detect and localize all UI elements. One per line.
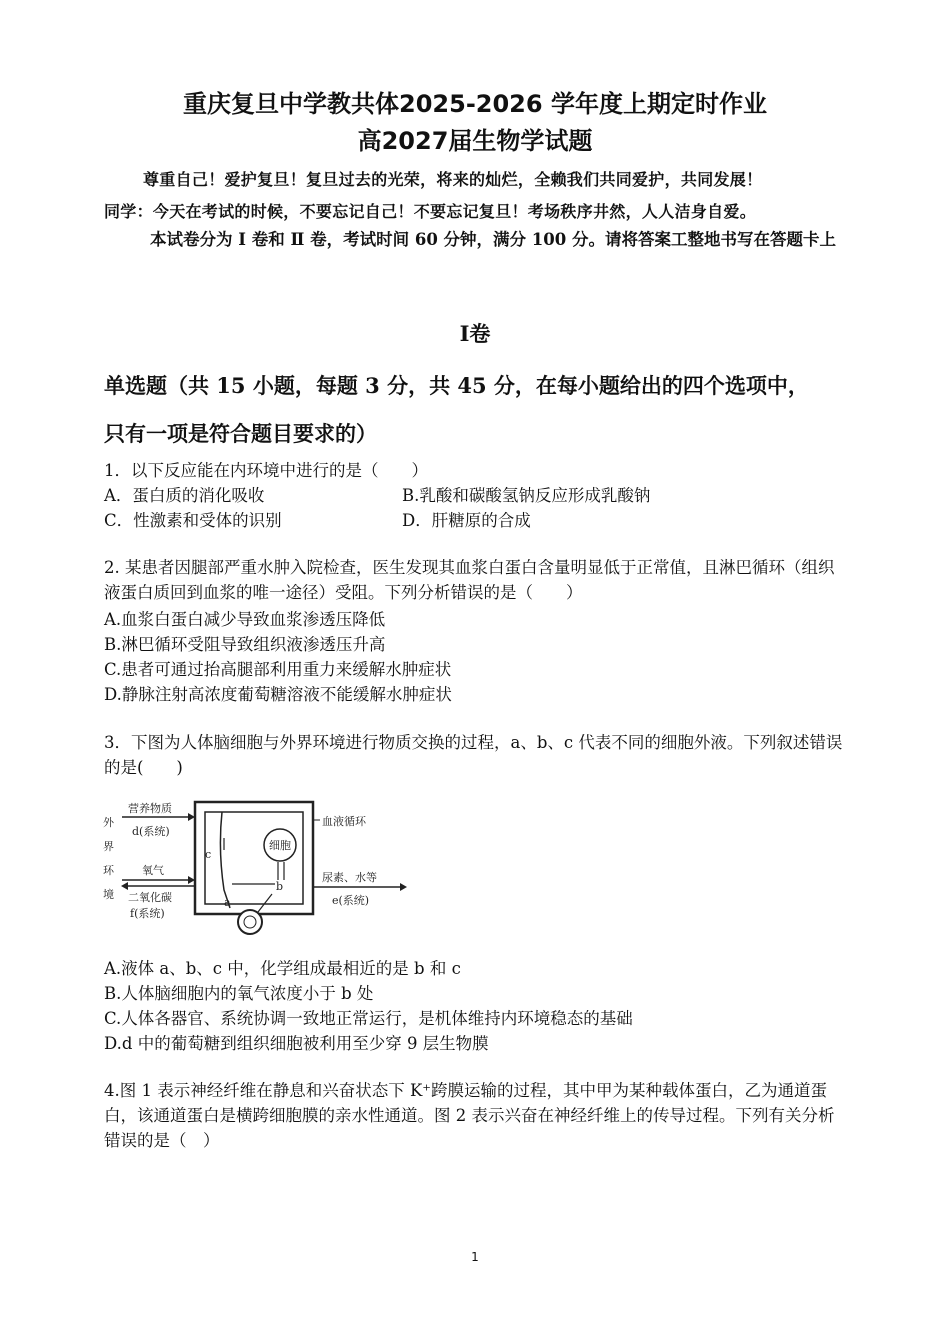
body-fluid-exchange-diagram: [100, 790, 420, 945]
figure-capillary: [238, 910, 262, 934]
question-1-option-b: B.乳酸和碳酸氢钠反应形成乳酸钠: [402, 486, 651, 505]
question-2-option-a: A.血浆白蛋白减少导致血浆渗透压降低: [104, 610, 386, 629]
question-4-stem: 4.图 1 表示神经纤维在静息和兴奋状态下 K⁺跨膜运输的过程，其中甲为某种载体蛋白，乙为通道蛋白，该通道蛋白是横跨细胞膜的亲水性通道。图 2 表示兴奋在神经纤维上的传导过程。下列有关分析错误的是（ ）: [104, 1081, 835, 1150]
question-2-option-d: D.静脉注射高浓度葡萄糖溶液不能缓解水肿症状: [104, 685, 452, 704]
figure-lymph-path: [220, 812, 230, 908]
motto-line-2: 同学：今天在考试的时候，不要忘记自己！不要忘记复旦！考场秩序井然，人人洁身自爱。: [104, 202, 757, 221]
figure-oxygen: 氧气: [142, 864, 164, 877]
figure-f-system: f(系统): [130, 907, 165, 920]
section-title-line-1: 单选题（共 15 小题，每题 3 分，共 45 分，在每小题给出的四个选项中，: [104, 373, 809, 398]
section-label: Ⅰ卷: [459, 321, 491, 346]
question-1-option-c: C．性激素和受体的识别: [104, 511, 282, 530]
figure-urea-water: 尿素、水等: [322, 871, 377, 884]
motto-line-1: 尊重自己！爱护复旦！复旦过去的光荣，将来的灿烂，全赖我们共同爱护，共同发展！: [143, 170, 763, 189]
question-3-option-d: D.d 中的葡萄糖到组织细胞被利用至少穿 9 层生物膜: [104, 1034, 489, 1053]
question-1-option-a: A．蛋白质的消化吸收: [104, 486, 265, 505]
figure-label-b: b: [276, 880, 284, 893]
figure-outside-env-4: 境: [103, 888, 114, 901]
question-3-stem: 3．下图为人体脑细胞与外界环境进行物质交换的过程，a、b、c 代表不同的细胞外液。下列叙述错误的是( ): [104, 733, 843, 777]
figure-arrowhead-urea: [400, 883, 407, 891]
question-1-stem: 1．以下反应能在内环境中进行的是（ ）: [104, 461, 428, 480]
figure-label-c: c: [205, 848, 212, 861]
figure-e-system: e(系统): [332, 894, 370, 907]
figure-outside-env-3: 环: [103, 864, 114, 877]
exam-intro: 本试卷分为 I 卷和 Ⅱ 卷，考试时间 60 分钟，满分 100 分。请将答案工整地书写在答题卡上: [150, 230, 836, 249]
question-3-option-a: A.液体 a、b、c 中，化学组成最相近的是 b 和 c: [104, 959, 461, 978]
section-title-line-2: 只有一项是符合题目要求的）: [104, 421, 377, 446]
question-1-option-d: D．肝糖原的合成: [402, 511, 531, 530]
figure-blood-circulation: 血液循环: [322, 815, 366, 828]
figure-outside-env-2: 界: [103, 840, 114, 853]
figure-capillary-arrow: [258, 894, 272, 912]
question-3-option-c: C.人体各器官、系统协调一致地正常运行，是机体维持内环境稳态的基础: [104, 1009, 633, 1028]
exam-subtitle: 高2027届生物学试题: [357, 127, 593, 155]
question-3-option-b: B.人体脑细胞内的氧气浓度小于 b 处: [104, 984, 374, 1003]
figure-cell-label: 细胞: [269, 839, 291, 852]
figure-nutrients: 营养物质: [128, 802, 172, 815]
question-2-stem: 2. 某患者因腿部严重水肿入院检查，医生发现其血浆白蛋白含量明显低于正常值，且淋巴循环（组织液蛋白质回到血浆的唯一途径）受阻。下列分析错误的是（ ）: [104, 558, 835, 602]
question-2-option-b: B.淋巴循环受阻导致组织液渗透压升高: [104, 635, 386, 654]
figure-label-a: a: [224, 896, 231, 909]
figure-co2: 二氧化碳: [128, 891, 172, 904]
figure-arrowhead-co2: [121, 882, 128, 890]
exam-title: 重庆复旦中学教共体2025-2026 学年度上期定时作业: [183, 90, 767, 118]
figure-d-system: d(系统): [132, 825, 170, 838]
figure-blood-loop-outer: [195, 802, 313, 914]
figure-outside-env-1: 外: [103, 816, 114, 829]
question-2-option-c: C.患者可通过抬高腿部利用重力来缓解水肿症状: [104, 660, 452, 679]
page-number: 1: [471, 1250, 479, 1264]
